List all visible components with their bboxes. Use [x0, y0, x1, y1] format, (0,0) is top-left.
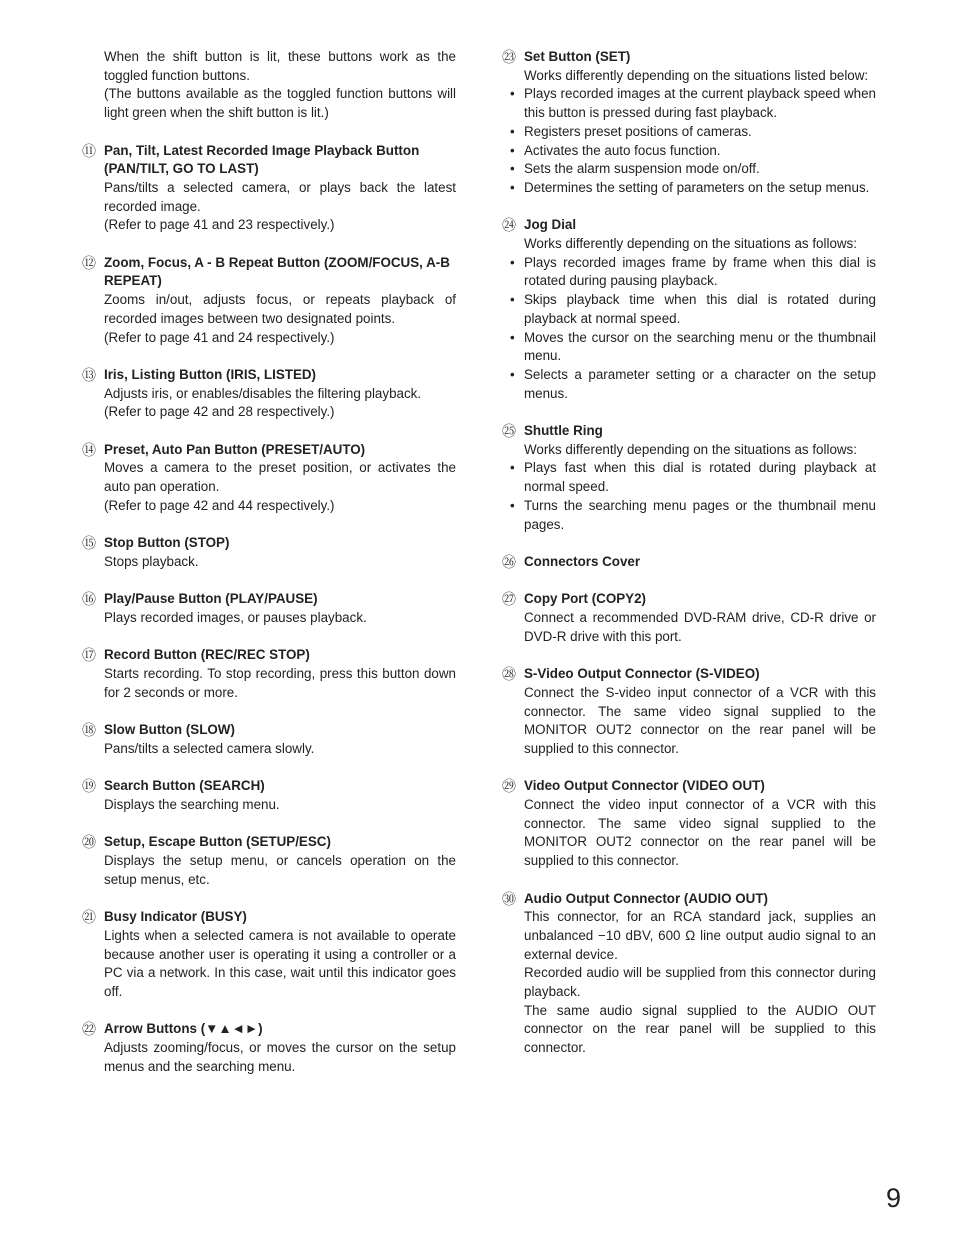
description-item — [502, 777, 876, 871]
item-title: Set Button (SET) — [524, 49, 631, 64]
bullet-item: • Selects a parameter setting or a character on the setup menus. — [524, 366, 876, 403]
item-number: ⑫ — [82, 254, 96, 271]
item-number: ⑰ — [82, 647, 96, 664]
description-item — [82, 441, 456, 516]
bullet-list — [524, 254, 876, 404]
item-paragraph: Starts recording. To stop recording, press this button down for 2 seconds or more. — [104, 666, 456, 700]
item-title: S-Video Output Connector (S-VIDEO) — [524, 666, 760, 682]
shift-intro — [82, 48, 456, 123]
description-item — [502, 665, 876, 759]
item-number: ㉘ — [502, 666, 516, 683]
item-paragraph: (Refer to page 41 and 23 respectively.) — [104, 217, 335, 233]
description-item — [502, 216, 876, 403]
bullet-item: • Plays recorded images frame by frame when this dial is rotated during pausing playback. — [524, 254, 876, 291]
item-paragraph: (Refer to page 42 and 28 respectively.) — [104, 404, 335, 420]
right-column — [502, 48, 876, 1077]
intro-paragraph: (The buttons available as the toggled function buttons will light green when the shift button is lit.) — [104, 86, 456, 121]
item-paragraph: Displays the searching menu. — [104, 796, 280, 812]
item-paragraph: Connect the S-video input connector of a VCR with this connector. The same video signal supplied to the MONITOR OUT2 connector on the rear panel will be supplied to this connector. — [524, 684, 876, 756]
item-title: Zoom, Focus, A - B Repeat Button (ZOOM/FOCUS, A-B REPEAT) — [104, 254, 450, 289]
item-title: Slow Button (SLOW) — [104, 722, 235, 738]
bullet-list — [524, 85, 876, 197]
intro-paragraph: When the shift button is lit, these buttons work as the toggled function buttons. — [104, 49, 456, 83]
bullet-item: • Turns the searching menu pages or the thumbnail menu pages. — [524, 497, 876, 534]
item-title: Iris, Listing Button (IRIS, LISTED) — [104, 366, 317, 382]
item-title: Stop Button (STOP) — [104, 535, 230, 551]
item-title: Record Button (REC/REC STOP) — [104, 647, 310, 663]
item-number: ㉗ — [502, 591, 516, 608]
item-title: Video Output Connector (VIDEO OUT) — [524, 778, 765, 794]
item-paragraph: Pans/tilts a selected camera slowly. — [104, 740, 315, 756]
bullet-item: • Moves the cursor on the searching menu or the thumbnail menu. — [524, 329, 876, 366]
item-number: ㉚ — [502, 890, 516, 907]
description-item — [82, 366, 456, 422]
item-number: ⑯ — [82, 591, 96, 608]
item-paragraph: Displays the setup menu, or cancels operation on the setup menus, etc. — [104, 853, 456, 887]
page-number: 9 — [886, 1183, 902, 1213]
item-paragraph: Stops playback. — [104, 553, 199, 569]
item-title: Busy Indicator (BUSY) — [104, 909, 247, 925]
item-title: Audio Output Connector (AUDIO OUT) — [524, 890, 768, 906]
description-item — [82, 254, 456, 348]
item-number: ㉑ — [82, 909, 96, 926]
item-paragraph: Zooms in/out, adjusts focus, or repeats playback of recorded images between two designated points. — [104, 292, 456, 326]
item-paragraph: Moves a camera to the preset position, or activates the auto pan operation. — [104, 460, 456, 495]
item-number: ⑳ — [82, 834, 96, 851]
item-paragraph: Plays recorded images, or pauses playback. — [104, 610, 367, 625]
item-paragraph: The same audio signal supplied to the AUDIO OUT connector on the rear panel will be supplied to this connector. — [524, 1002, 876, 1056]
item-title: Play/Pause Button (PLAY/PAUSE) — [104, 591, 318, 607]
bullet-item: • Determines the setting of parameters on the setup menus. — [524, 179, 876, 198]
description-item — [82, 833, 456, 889]
item-paragraph: Works differently depending on the situations as follows: — [524, 236, 857, 252]
item-number: ⑮ — [82, 535, 96, 552]
item-number: ⑱ — [82, 722, 96, 739]
item-title: Preset, Auto Pan Button (PRESET/AUTO) — [104, 441, 366, 457]
bullet-item: • Registers preset positions of cameras. — [524, 123, 876, 142]
item-number: ㉕ — [502, 423, 516, 440]
description-item — [82, 534, 456, 571]
item-paragraph: (Refer to page 42 and 44 respectively.) — [104, 497, 335, 513]
description-item — [82, 142, 456, 236]
item-title: Pan, Tilt, Latest Recorded Image Playback Button (PAN/TILT, GO TO LAST) — [104, 142, 420, 177]
bullet-item: • Plays fast when this dial is rotated during playback at normal speed. — [524, 459, 876, 496]
item-paragraph: This connector, for an RCA standard jack, supplies an unbalanced −10 dBV, 600 Ω line output audio signal to an external device. — [524, 909, 876, 962]
bullet-list — [524, 459, 876, 534]
item-number: ㉔ — [502, 217, 516, 234]
description-item — [502, 422, 876, 534]
item-title: Arrow Buttons (▼▲◄►) — [104, 1021, 263, 1037]
item-number: ⑪ — [82, 142, 96, 159]
item-paragraph: Lights when a selected camera is not available to operate because another user is operating it using a controller or a PC via a network. In this case, wait until this indicator goes off. — [104, 927, 456, 999]
item-number: ㉙ — [502, 778, 516, 795]
item-title: Copy Port (COPY2) — [524, 591, 647, 607]
description-item — [502, 890, 876, 1058]
description-item — [82, 1020, 456, 1076]
item-title: Jog Dial — [524, 217, 577, 233]
left-column — [82, 48, 456, 1095]
item-paragraph: Connect a recommended DVD-RAM drive, CD-R drive or DVD-R drive with this port. — [524, 610, 876, 644]
item-paragraph: Pans/tilts a selected camera, or plays back the latest recorded image. — [104, 179, 456, 214]
item-paragraph: Connect the video input connector of a VCR with this connector. The same video signal supplied to the MONITOR OUT2 connector on the rear panel will be supplied to this connector. — [524, 797, 876, 869]
bullet-item: • Skips playback time when this dial is rotated during playback at normal speed. — [524, 291, 876, 328]
item-number: ㉖ — [502, 553, 516, 570]
right-item-list — [502, 48, 876, 1058]
description-item — [502, 553, 876, 572]
description-item — [82, 646, 456, 702]
bullet-item: • Activates the auto focus function. — [524, 142, 876, 161]
item-paragraph: Adjusts zooming/focus, or moves the cursor on the setup menus and the searching menu. — [104, 1040, 456, 1074]
item-title: Connectors Cover — [524, 553, 641, 569]
item-number: ㉓ — [502, 49, 516, 65]
item-paragraph: Works differently depending on the situations listed below: — [524, 67, 869, 83]
item-number: ⑬ — [82, 366, 96, 383]
item-number: ⑲ — [82, 778, 96, 795]
item-number: ㉒ — [82, 1021, 96, 1038]
description-item — [82, 777, 456, 814]
item-title: Search Button (SEARCH) — [104, 778, 265, 794]
description-item — [502, 590, 876, 646]
bullet-item: • Sets the alarm suspension mode on/off. — [524, 160, 876, 179]
left-item-list — [82, 142, 456, 1077]
item-number: ⑭ — [82, 441, 96, 458]
item-title: Setup, Escape Button (SETUP/ESC) — [104, 834, 331, 850]
description-item — [502, 48, 876, 198]
bullet-item: • Plays recorded images at the current playback speed when this button is pressed during fast playback. — [524, 85, 876, 122]
item-paragraph: Recorded audio will be supplied from this connector during playback. — [524, 965, 876, 1000]
item-paragraph: Works differently depending on the situations as follows: — [524, 441, 857, 457]
description-item — [82, 908, 456, 1002]
item-title: Shuttle Ring — [524, 423, 603, 439]
item-paragraph: Adjusts iris, or enables/disables the filtering playback. — [104, 385, 422, 401]
description-item — [82, 721, 456, 758]
description-item — [82, 590, 456, 627]
item-paragraph: (Refer to page 41 and 24 respectively.) — [104, 329, 335, 345]
